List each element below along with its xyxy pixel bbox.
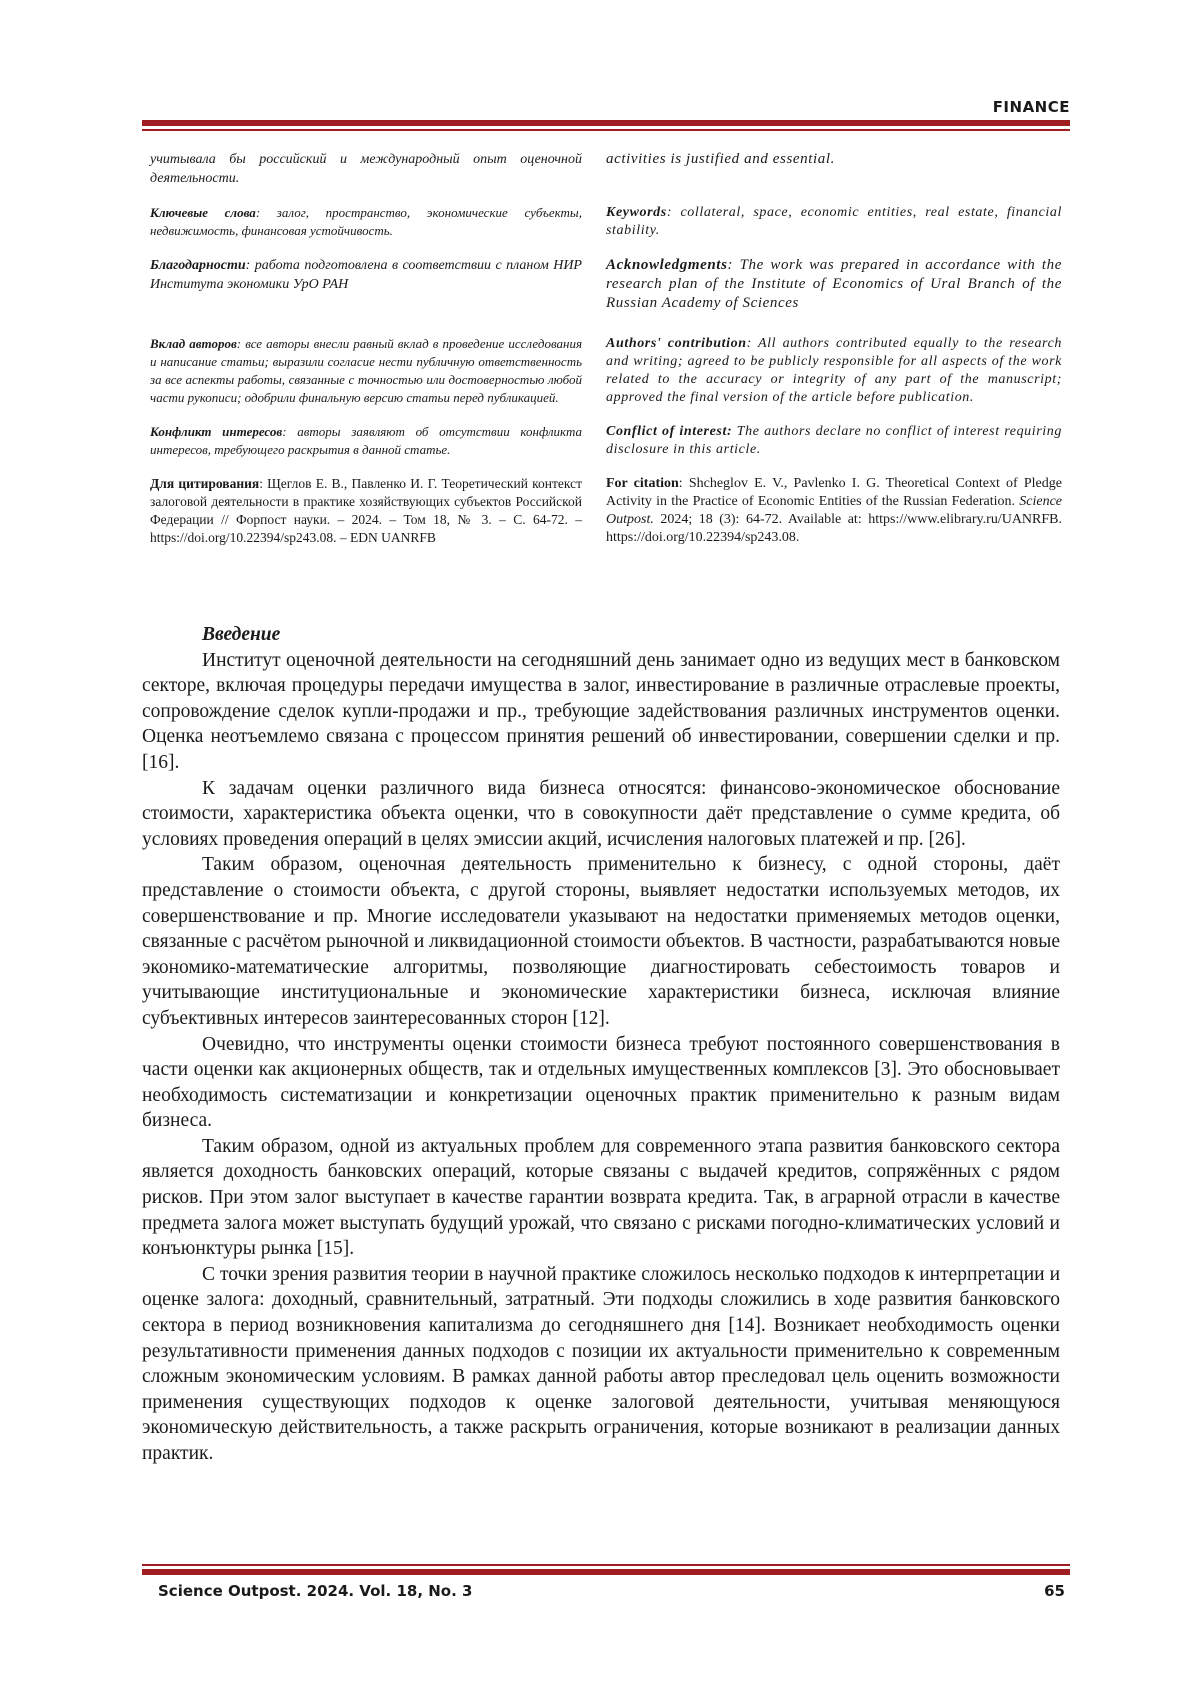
acknowledgments-ru <box>150 256 582 313</box>
citation-en-text-1: : Shcheglov E. V., Pavlenko I. G. Theoretical Context of Pledge Activity in the Practice of Economic Entities of the Russian Federation. <box>606 476 1062 509</box>
keywords-ru-label: Ключевые слова <box>150 205 256 220</box>
abstract-end-row <box>150 150 1062 188</box>
acknowledgments-en-label: Acknowledgments <box>606 257 728 273</box>
conflict-en <box>606 423 1062 459</box>
citation-ru-text: : Щеглов Е. В., Павленко И. Г. Теоретический контекст залоговой деятельности в практике хозяйствующих субъектов Российской Федерации // Форпост науки. – 2024. – Том 18, № 3. – С. 64-72. – https://doi.org/10.22394/sp243.08. – EDN UANRFB <box>150 476 582 545</box>
conflict-ru-text: : авторы заявляют об отсутствии конфликта интересов, требующего раскрытия в данной статье. <box>150 424 582 457</box>
footer-rule-thick <box>142 1569 1070 1575</box>
acknowledgments-en-text: : The work was prepared in accordance with the research plan of the Institute of Economics of Ural Branch of the Russian Academy of Sciences <box>606 257 1062 311</box>
citation-ru <box>150 475 582 547</box>
acknowledgments-row <box>150 256 1062 313</box>
keywords-row <box>150 204 1062 240</box>
citation-en <box>606 475 1062 547</box>
abstract-end-ru: учитывала бы российский и международный опыт оценочной деятельности. <box>150 152 582 186</box>
citation-en-label: For citation <box>606 476 679 491</box>
acknowledgments-ru-label: Благодарности <box>150 258 246 273</box>
body-paragraph: Очевидно, что инструменты оценки стоимости бизнеса требуют постоянного совершенствования в части оценки как акционерных обществ, так и отдельных имущественных комплексов [3]. Это обосновывает необходимость систематизации и конкретизации оценочных практик применительно к разным видам бизнеса. <box>142 1033 1060 1132</box>
conflict-row <box>150 423 1062 459</box>
header-rule-thin <box>142 129 1070 131</box>
section-title: Введение <box>202 624 281 645</box>
body-paragraph: С точки зрения развития теории в научной практике сложилось несколько подходов к интерпретации и оценке залога: доходный, сравнительный, затратный. Эти подходы сложились в ходе развития банковского сектора в период возникновения капитализма до сегодняшнего дня [14]. Возникает необходимость оценки результативности применения данных подходов с позиции их актуальности применительно к современным сложным экономическим условиям. В рамках данной работы автор преследовал цель оценить возможности применения существующих подходов к оценке залоговой деятельности, учитывая меняющуюся экономическую действительность, а также раскрыть ограничения, которые возникают в реализации данных практик. <box>142 1263 1060 1464</box>
article-body <box>142 622 1060 1467</box>
contribution-en-label: Authors' contribution <box>606 336 747 351</box>
conflict-en-text: The authors declare no conflict of interest requiring disclosure in this article. <box>606 424 1062 457</box>
body-paragraph: Таким образом, одной из актуальных проблем для современного этапа развития банковского сектора является доходность банковских операций, которые связаны с выдачей кредитов, сопряжённых с рядом рисков. При этом залог выступает в качестве гарантии возврата кредита. Так, в аграрной отрасли в качестве предмета залога может выступать будущий урожай, что связано с рисками погодно-климатических условий и конъюнктуры рынка [15]. <box>142 1135 1060 1260</box>
article-metadata <box>150 150 1062 563</box>
body-paragraph: Институт оценочной деятельности на сегодняшний день занимает одно из ведущих мест в банковском секторе, включая процедуры передачи имущества в залог, инвестирование в различные отраслевые проекты, сопровождение сделок купли-продажи и пр., требующие задействования различных инструментов оценки. Оценка неотъемлемо связана с процессом принятия решений об инвестировании, совершении сделки и пр. [16]. <box>142 649 1060 773</box>
contribution-ru-label: Вклад авторов <box>150 336 237 351</box>
acknowledgments-en <box>606 256 1062 313</box>
header-rule-thick <box>142 120 1070 126</box>
abstract-end-en: activities is justified and essential. <box>606 151 836 167</box>
keywords-ru <box>150 204 582 240</box>
page-number: 65 <box>1044 1582 1065 1600</box>
contribution-row <box>150 335 1062 407</box>
section-label: FINANCE <box>992 98 1070 116</box>
keywords-ru-text: : залог, пространство, экономические субъекты, недвижимость, финансовая устойчивость. <box>150 205 582 238</box>
citation-en-journal: Science Outpost. <box>606 494 1062 527</box>
journal-footer: Science Outpost. 2024. Vol. 18, No. 3 <box>158 1582 473 1600</box>
body-paragraph: К задачам оценки различного вида бизнеса относятся: финансово-экономическое обоснование стоимости, характеристика объекта оценки, что в совокупности даёт представление о сумме кредита, об условиях проведения операций в целях эмиссии акций, исчисления налоговых платежей и пр. [26]. <box>142 777 1060 850</box>
citation-row <box>150 475 1062 547</box>
keywords-en-text: : collateral, space, economic entities, real estate, financial stability. <box>606 205 1062 238</box>
keywords-en <box>606 204 1062 240</box>
footer-rule-thin <box>142 1564 1070 1566</box>
conflict-ru <box>150 423 582 459</box>
contribution-ru <box>150 335 582 407</box>
contribution-en-text: : All authors contributed equally to the research and writing; agreed to be publicly responsible for all aspects of the work related to the accuracy or integrity of any part of the manuscript; approved the final version of the article before publication. <box>606 336 1062 405</box>
conflict-ru-label: Конфликт интересов <box>150 424 283 439</box>
citation-en-text-2: 2024; 18 (3): 64-72. Available at: https://www.elibrary.ru/UANRFB. https://doi.org/10.22394/sp243.08. <box>606 512 1062 545</box>
conflict-en-label: Conflict of interest: <box>606 424 733 439</box>
keywords-en-label: Keywords <box>606 205 667 220</box>
contribution-en <box>606 335 1062 407</box>
citation-ru-label: Для цитирования <box>150 476 260 491</box>
body-paragraph: Таким образом, оценочная деятельность применительно к бизнесу, с одной стороны, даёт представление о стоимости объекта, с другой стороны, выявляет недостатки используемых методов, их совершенствование и пр. Многие исследователи указывают на недостатки применяемых методов оценки, связанные с расчётом рыночной и ликвидационной стоимости объектов. В частности, разрабатываются новые экономико-математические алгоритмы, позволяющие диагностировать себестоимость товаров и учитывающие институциональные и экономические характеристики бизнеса, исключая влияние субъективных интересов заинтересованных сторон [12]. <box>142 854 1060 1029</box>
contribution-ru-text: : все авторы внесли равный вклад в проведение исследования и написание статьи; выразили согласие нести публичную ответственность за все аспекты работы, связанные с точностью или достоверностью любой части рукописи; одобрили финальную версию статьи перед публикацией. <box>150 336 582 405</box>
acknowledgments-ru-text: : работа подготовлена в соответствии с планом НИР Института экономики УрО РАН <box>150 258 582 292</box>
